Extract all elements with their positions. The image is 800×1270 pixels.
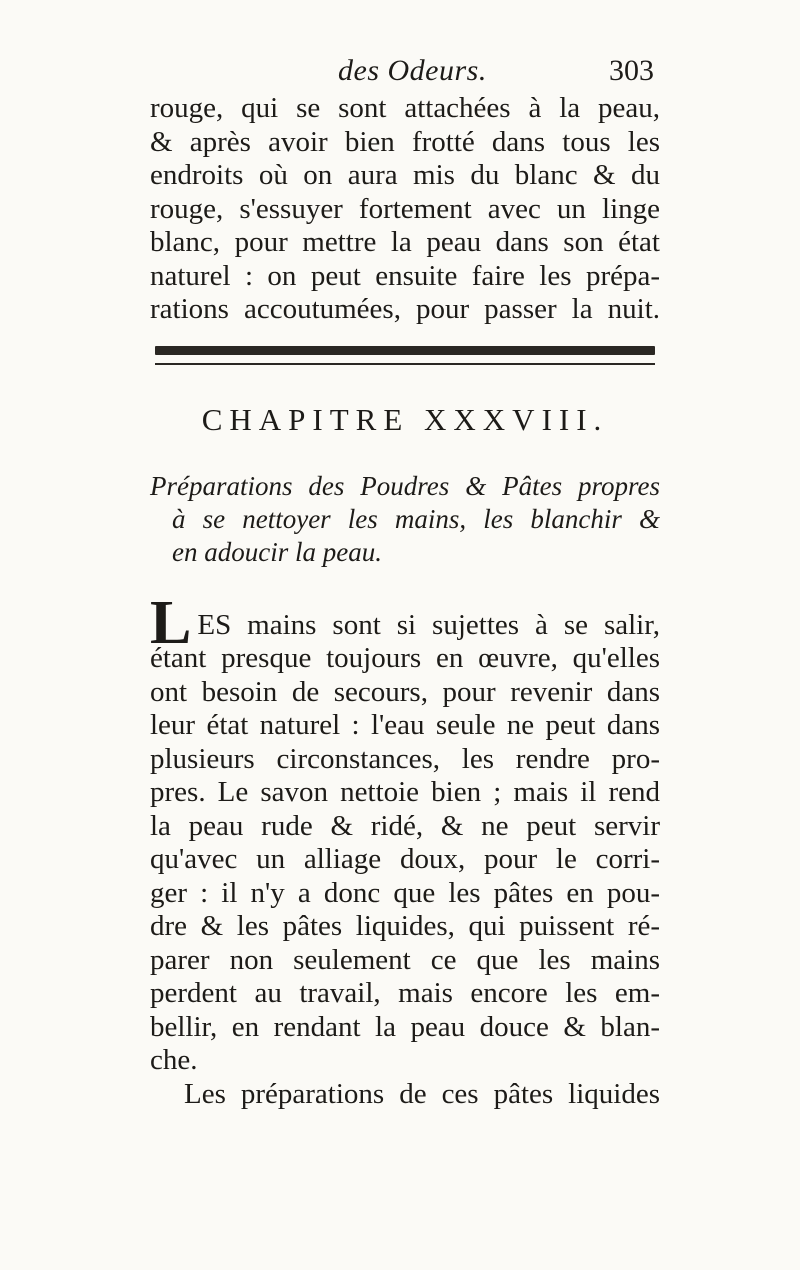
text-line: leur état naturel : l'eau seule ne peut dans (150, 709, 660, 741)
text-line: rouge, qui se sont attachées à la peau, (150, 92, 660, 124)
chapter-title: CHAPITRE XXXVIII. (201, 402, 609, 437)
text-line: dre & les pâtes liquides, qui puissent ré- (150, 910, 660, 942)
text-line: rouge, s'essuyer fortement avec un linge (150, 192, 660, 225)
text-line: plusieurs circonstances, les rendre pro- (150, 742, 660, 775)
text-line: ont besoin de secours, pour revenir dans (150, 675, 660, 708)
text-line: & après avoir bien frotté dans tous les (150, 125, 660, 158)
text-line: endroits où on aura mis du blanc & du (150, 159, 660, 191)
running-title: des Odeurs. (338, 54, 487, 87)
first-line (150, 589, 660, 657)
text-line: Les préparations de ces pâtes liquides (184, 1077, 660, 1110)
subtitle-line: en adoucir la peau. (172, 537, 382, 567)
text-line: ES mains sont si sujettes à se salir, (197, 608, 660, 641)
subtitle-line: Préparations des Poudres & Pâtes propres (150, 471, 660, 501)
text-line: qu'avec un alliage doux, pour le corri- (150, 843, 660, 875)
text-line: blanc, pour mettre la peau dans son état (150, 226, 660, 258)
continued-paragraph (150, 92, 660, 327)
text-line: perdent au travail, mais encore les em- (150, 977, 660, 1009)
text-line: ger : il n'y a donc que les pâtes en pou- (150, 876, 660, 909)
subtitle-line: à se nettoyer les mains, les blanchir & (172, 504, 660, 534)
divider-thick-rule (155, 346, 655, 355)
running-head (150, 54, 660, 90)
chapter-divider (155, 346, 655, 365)
drop-cap: L (150, 589, 192, 657)
text-line: naturel : on peut ensuite faire les prépa- (150, 259, 660, 292)
text-line: la peau rude & ridé, & ne peut servir (150, 809, 660, 842)
text-line: bellir, en rendant la peau douce & blan- (150, 1010, 660, 1043)
chapter-body (150, 589, 660, 1111)
chapter-subtitle (150, 470, 660, 569)
text-line: pres. Le savon nettoie bien ; mais il rend (150, 776, 660, 808)
text-line: che. (150, 1044, 198, 1076)
text-line: étant presque toujours en œuvre, qu'elles (150, 642, 660, 674)
divider-thin-rule (155, 363, 655, 365)
text-line: parer non seulement ce que les mains (150, 943, 660, 976)
page-number: 303 (609, 54, 654, 87)
text-line: rations accoutumées, pour passer la nuit. (150, 293, 660, 325)
